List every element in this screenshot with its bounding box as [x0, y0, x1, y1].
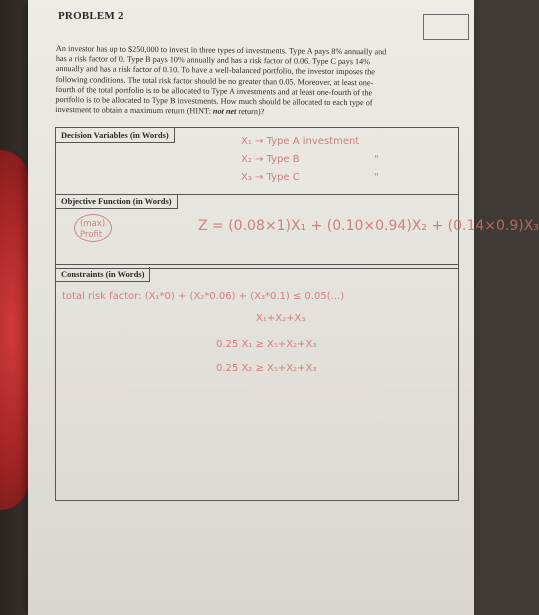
handwritten-variable-c: X₃ → Type C [241, 172, 300, 183]
decision-variables-section[interactable] [56, 128, 458, 195]
problem-title: PROBLEM 2 [58, 10, 124, 22]
problem-statement [55, 44, 456, 120]
handwritten-constraint-denominator: X₁+X₂+X₃ [256, 313, 306, 324]
handwritten-objective: Z = (0.08×1)X₁ + (0.10×0.94)X₂ + (0.14×0.9)X₃ [198, 218, 539, 234]
handwritten-variable-b: X₂ → Type B [241, 154, 300, 165]
score-box[interactable] [423, 14, 469, 40]
problem-line: has a risk factor of 0. Type B pays 10% annually and has a risk factor of 0.06. Type C pays 14% [55, 54, 371, 67]
worksheet-paper [28, 0, 539, 615]
problem-line: fourth of the total portfolio is to be allocated to Type A investments and at least one-fourth of the [55, 84, 373, 98]
problem-line-last: investment to obtain a maximum return (HINT: not net return)? [55, 105, 265, 117]
objective-function-section[interactable] [56, 194, 539, 259]
problem-line: following conditions. The total risk factor should be no greater than 0.05. Moreover, at least one- [55, 74, 374, 87]
problem-line: portfolio is to be allocated to Type B investments. How much should be allocated to each type of [55, 95, 373, 108]
handwritten-max-note: (max) [80, 219, 106, 229]
handwritten-constraint-risk: total risk factor: (X₁*0) + (X₂*0.06) + (X₃*0.1) ≤ 0.05(...) [62, 291, 345, 302]
handwritten-constraint-a: 0.25 X₁ ≥ X₁+X₂+X₃ [216, 339, 317, 350]
handwritten-profit-note: Profit [80, 230, 103, 240]
constraints-section[interactable] [56, 267, 458, 500]
answer-table [55, 127, 539, 501]
constraints-label: Constraints (in Words) [56, 267, 150, 282]
decision-variables-label: Decision Variables (in Words) [56, 128, 175, 143]
handwritten-ditto: " [374, 172, 379, 183]
problem-line: An investor has up to $250,000 to invest in three types of investments. Type A pays 8% annually and [55, 44, 387, 57]
problem-line: annually and has a risk factor of 0.10. To have a well-balanced portfolio, the investor imposes the [55, 64, 375, 77]
handwritten-ditto: " [374, 154, 379, 165]
handwritten-variable-a: X₁ → Type A investment [241, 136, 360, 147]
red-object [0, 150, 28, 510]
handwritten-constraint-b: 0.25 X₂ ≥ X₁+X₂+X₃ [216, 363, 317, 374]
objective-function-label: Objective Function (in Words) [56, 194, 178, 209]
